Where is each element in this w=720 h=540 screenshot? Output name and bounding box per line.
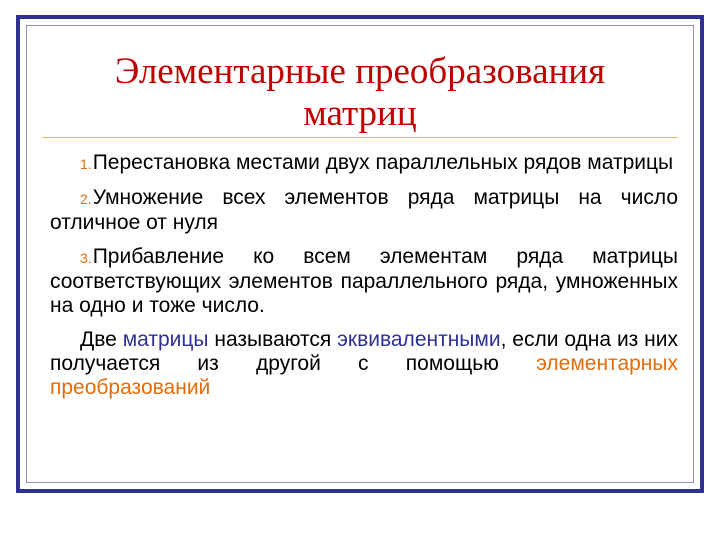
definition-text: Две — [80, 328, 123, 351]
title-divider — [42, 137, 678, 138]
list-item-3 — [50, 245, 678, 318]
definition-text: называются — [208, 328, 338, 351]
list-item-1 — [50, 151, 678, 176]
list-item-2 — [50, 186, 678, 235]
item-number: 1. — [80, 156, 92, 172]
term-matrices: матрицы — [122, 328, 209, 351]
slide-title — [50, 51, 670, 135]
slide-frame — [16, 15, 704, 493]
definition-text: , если одна из них получается из другой с помощью — [50, 328, 678, 375]
item-number: 3. — [80, 250, 92, 266]
item-text: Умножение всех элементов ряда матрицы на число отличное от нуля — [50, 186, 678, 234]
item-text: Прибавление ко всем элементам ряда матрицы соответствующих элементов параллельного ряда, умноженных на одно и тоже число. — [50, 245, 678, 317]
item-text: Перестановка местами двух параллельных рядов матрицы — [92, 151, 674, 174]
slide-body — [50, 151, 678, 410]
title-line-2: матриц — [303, 93, 417, 134]
term-elementary-transformations: элементарных преобразований — [50, 352, 678, 399]
title-line-1: Элементарные преобразования — [114, 51, 606, 92]
item-number: 2. — [80, 191, 92, 207]
definition-paragraph — [50, 328, 678, 400]
term-equivalent: эквивалентными — [337, 328, 501, 351]
